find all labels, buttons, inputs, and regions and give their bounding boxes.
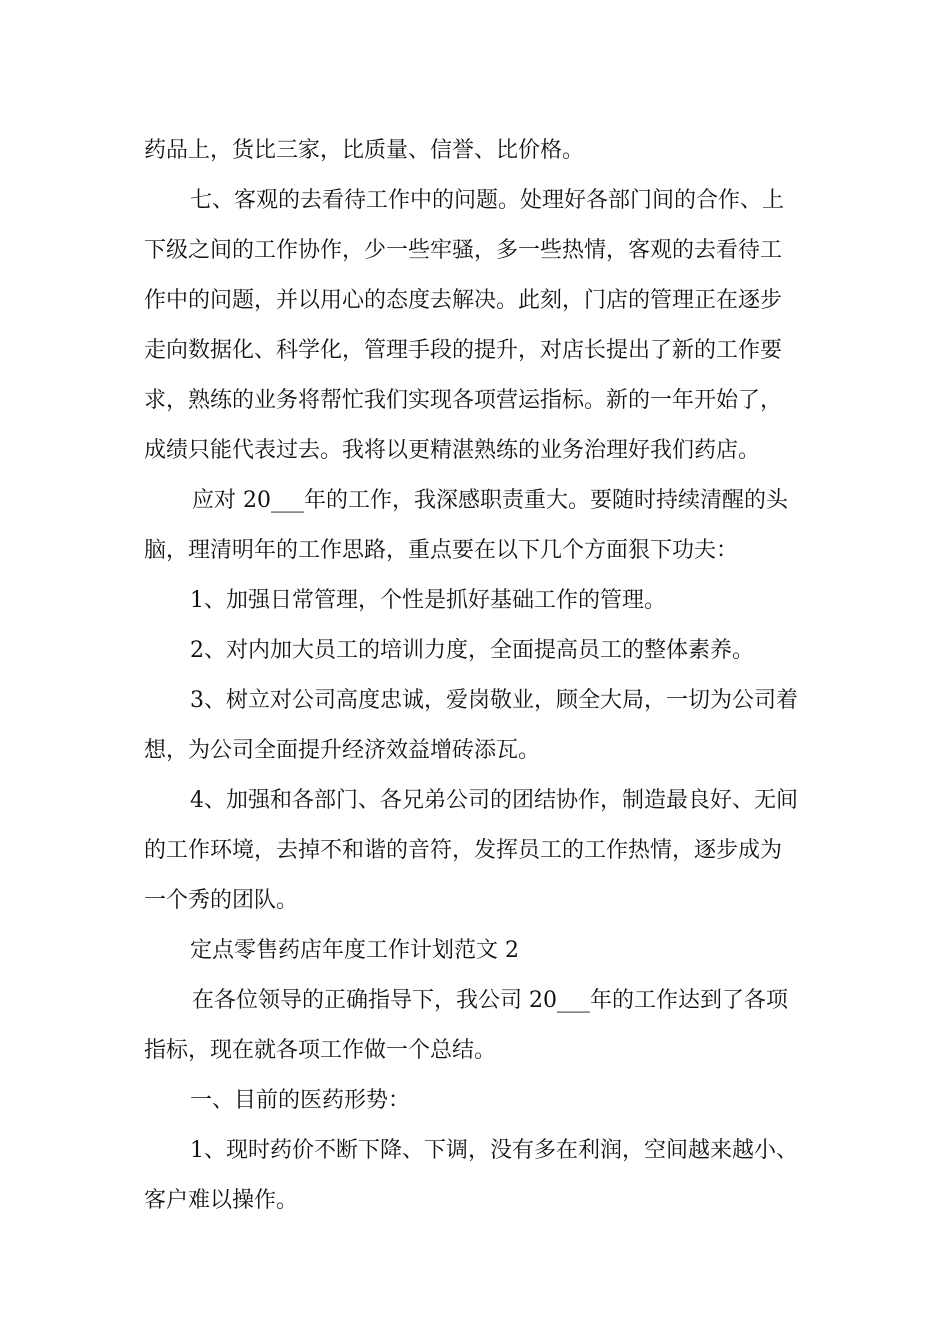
text-line-5: 走向数据化、科学化，管理手段的提升，对店长提出了新的工作要 — [144, 338, 783, 363]
text-line-22: 客户难以操作。 — [144, 1188, 299, 1213]
text-line-11: 2、对内加大员工的培训力度，全面提高员工的整体素养。 — [190, 638, 754, 663]
text-line-3: 下级之间的工作协作，少一些牢骚，多一些热情，客观的去看待工 — [144, 238, 783, 263]
text-line-9: 脑，理清明年的工作思路，重点要在以下几个方面狠下功夫： — [144, 538, 739, 563]
text-line-16: 一个秀的团队。 — [144, 888, 299, 913]
text-line-1: 药品上，货比三家，比质量、信誉、比价格。 — [144, 138, 585, 163]
text-line-12: 3、树立对公司高度忠诚，爱岗敬业，顾全大局，一切为公司着 — [190, 688, 798, 713]
text-line-21: 1、现时药价不断下降、下调，没有多在利润，空间越来越小、 — [190, 1138, 798, 1163]
text-line-14: 4、加强和各部门、各兄弟公司的团结协作，制造最良好、无间 — [190, 788, 798, 813]
text-line-19: 指标，现在就各项工作做一个总结。 — [144, 1038, 497, 1063]
text-line-13: 想，为公司全面提升经济效益增砖添瓦。 — [144, 738, 541, 763]
text-line-7: 成绩只能代表过去。我将以更精湛熟练的业务治理好我们药店。 — [144, 438, 761, 463]
text-line-2: 七、客观的去看待工作中的问题。处理好各部门间的合作、上 — [190, 188, 785, 213]
text-line-20: 一、目前的医药形势： — [190, 1088, 411, 1113]
text-line-8: 应对 20___年的工作，我深感职责重大。要随时持续清醒的头 — [192, 488, 788, 513]
text-line-18: 在各位领导的正确指导下，我公司 20___年的工作达到了各项 — [192, 988, 788, 1013]
text-line-15: 的工作环境，去掉不和谐的音符，发挥员工的工作热情，逐步成为 — [144, 838, 783, 863]
text-line-6: 求，熟练的业务将帮忙我们实现各项营运指标。新的一年开始了， — [144, 388, 783, 413]
section-heading: 定点零售药店年度工作计划范文 2 — [190, 938, 519, 963]
text-line-10: 1、加强日常管理，个性是抓好基础工作的管理。 — [190, 588, 666, 613]
text-line-4: 作中的问题，并以用心的态度去解决。此刻，门店的管理正在逐步 — [144, 288, 783, 313]
